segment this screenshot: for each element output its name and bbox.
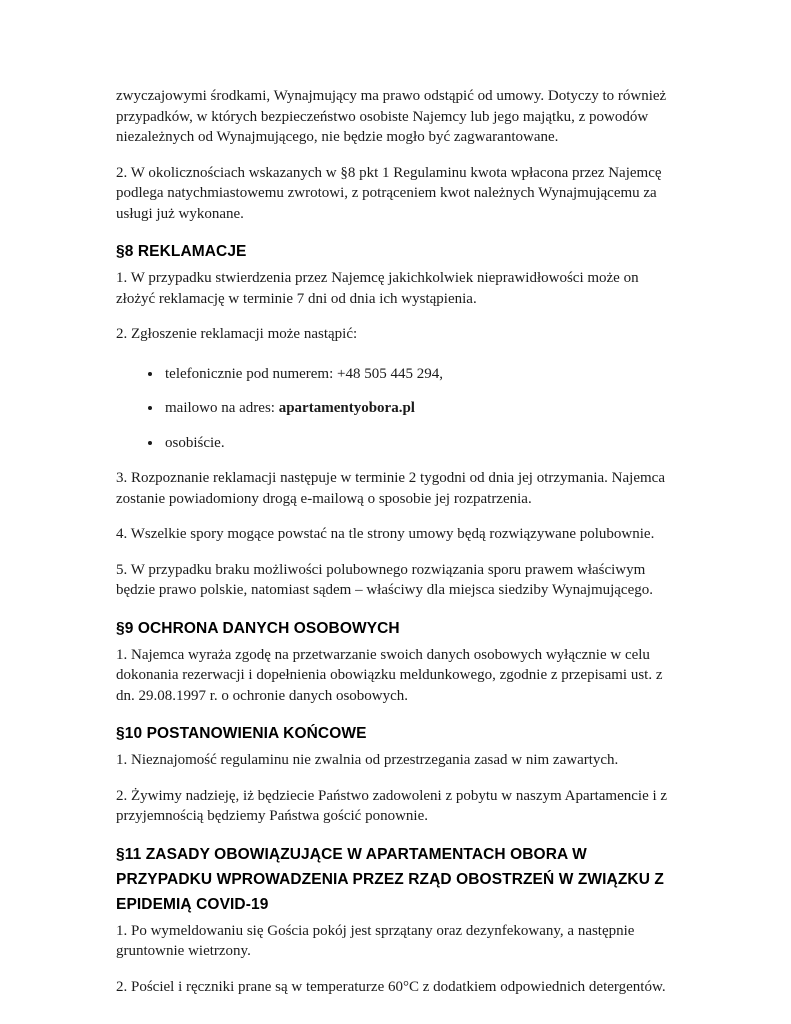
list-item-email (163, 398, 679, 419)
in-person-contact-text: osobiście. (165, 434, 225, 451)
section-8-paragraph-4: 4. Wszelkie spory mogące powstać na tle strony umowy będą rozwiązywane polubownie. (116, 526, 655, 542)
section-8-paragraph-3: 3. Rozpoznanie reklamacji następuje w terminie 2 tygodni od dnia jej otrzymania. Najemca zostanie powiadomiony drogą e-mailową o sposobie jej rozpatrzenia. (116, 470, 665, 507)
section-11-heading: §11 ZASADY OBOWIĄZUJĄCE W APARTAMENTACH OBORA W PRZYPADKU WPROWADZENIA PRZEZ RZĄD OBOSTRZEŃ W ZWIĄZKU Z EPIDEMIĄ COVID-19 (116, 845, 664, 913)
section-10-paragraph-1: 1. Nieznajomość regulaminu nie zwalnia od przestrzegania zasad w nim zawartych. (116, 752, 619, 768)
list-item-phone (163, 364, 679, 385)
section-8-paragraph-2-intro: 2. Zgłoszenie reklamacji może nastąpić: (116, 326, 358, 342)
section-9-heading: §9 OCHRONA DANYCH OSOBOWYCH (116, 619, 400, 637)
preamble-paragraph-2: 2. W okolicznościach wskazanych w §8 pkt 1 Regulaminu kwota wpłacona przez Najemcę podlega natychmiastowemu zwrotowi, z potrąceniem kwot należnych Wynajmującemu za usługi już wykonane. (116, 164, 662, 222)
section-10-heading: §10 POSTANOWIENIA KOŃCOWE (116, 725, 367, 742)
section-11-paragraph-1: 1. Po wymeldowaniu się Gościa pokój jest sprzątany oraz dezynfekowany, a następnie gruntownie wietrzony. (116, 922, 635, 959)
phone-contact-text: telefonicznie pod numerem: +48 505 445 294, (165, 365, 443, 382)
email-contact-address: apartamentyobora.pl (278, 400, 415, 416)
section-10-paragraph-2: 2. Żywimy nadzieję, iż będziecie Państwo zadowoleni z pobytu w naszym Apartamencie i z przyjemnością będziemy Państwa gościć ponownie. (116, 787, 668, 824)
section-8-paragraph-5: 5. W przypadku braku możliwości polubownego rozwiązania sporu prawem właściwym będzie prawo polskie, natomiast sądem – właściwy dla miejsca siedziby Wynajmującego. (116, 561, 653, 598)
section-8-paragraph-1: 1. W przypadku stwierdzenia przez Najemcę jakichkolwiek nieprawidłowości może on złożyć reklamację w terminie 7 dni od dnia ich wystąpienia. (116, 270, 639, 307)
preamble-paragraph-1: zwyczajowymi środkami, Wynajmujący ma prawo odstąpić od umowy. Dotyczy to również przypadków, w których bezpieczeństwo osobiste Najemcy lub jego majątku, z powodów niezależnych od Wynajmującego, nie będzie mogło być zagwarantowane. (116, 88, 667, 145)
complaint-channels-list (116, 360, 679, 454)
list-item-in-person (163, 433, 679, 454)
section-9-paragraph-1: 1. Najemca wyraża zgodę na przetwarzanie swoich danych osobowych wyłącznie w celu dokonania rezerwacji i dopełnienia obowiązku meldunkowego, zgodnie z przepisami ust. z dn. 29.08.1997 r. o ochronie danych osobowych. (116, 646, 663, 704)
email-contact-prefix: mailowo na adres: (165, 400, 279, 416)
section-11-paragraph-2: 2. Pościel i ręczniki prane są w temperaturze 60°C z dodatkiem odpowiednich detergentów. (116, 978, 666, 995)
section-8-heading: §8 REKLAMACJE (116, 243, 247, 260)
